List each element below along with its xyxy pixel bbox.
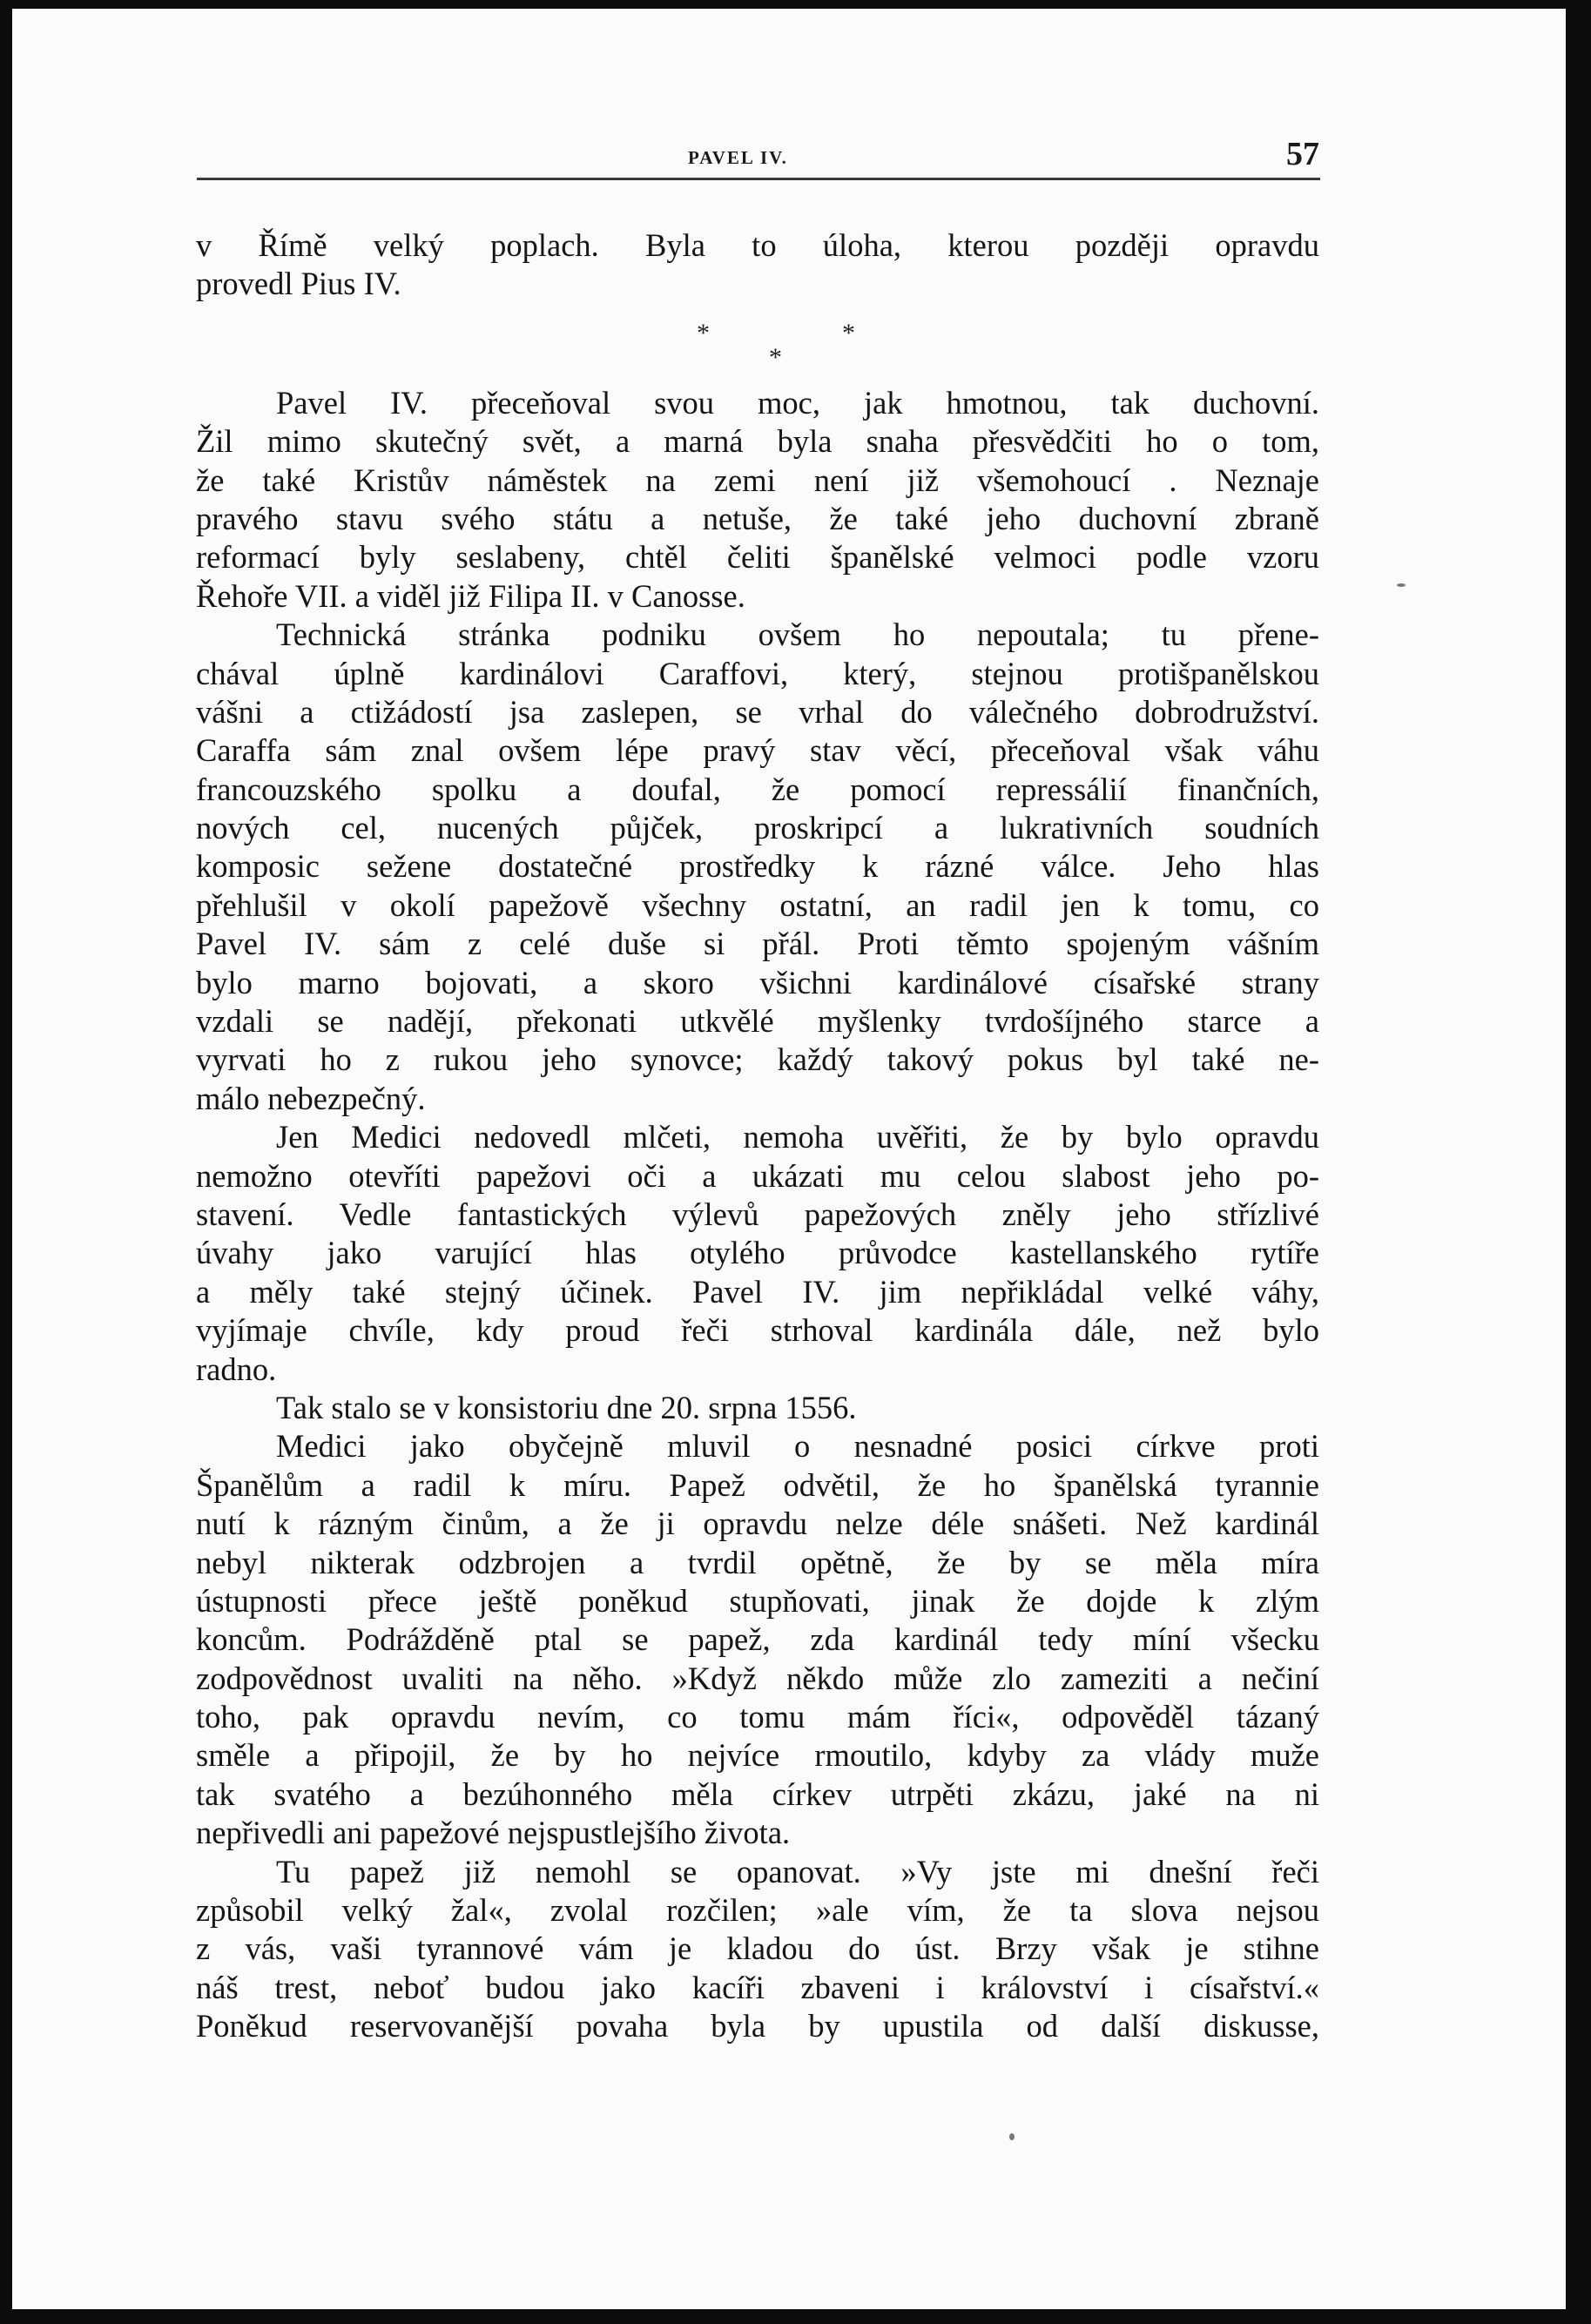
text-line: stavení. Vedle fantastických výlevů papežových zněly jeho střízlivé — [196, 1196, 1319, 1232]
paragraph — [196, 1118, 1319, 1389]
scan-speck — [1009, 2133, 1015, 2140]
text-line: vyrvati ho z rukou jeho synovce; každý takový pokus byl také ne- — [196, 1041, 1319, 1078]
text-line: komposic sežene dostatečné prostředky k rázné válce. Jeho hlas — [196, 848, 1319, 885]
text-line: v Římě velký poplach. Byla to úloha, kterou později opravdu — [196, 227, 1319, 263]
text-line: toho, pak opravdu nevím, co tomu mám říci«, odpověděl tázaný — [196, 1699, 1319, 1735]
opening-fragment — [196, 226, 1319, 304]
text-line: nutí k rázným činům, a že ji opravdu nelze déle snášeti. Než kardinál — [196, 1506, 1319, 1542]
text-line: Tak stalo se v konsistoriu dne 20. srpna 1556. — [276, 1389, 857, 1425]
text-line: provedl Pius IV. — [196, 266, 401, 302]
text-line: nebyl nikterak odzbrojen a tvrdil opětně, že by se měla míra — [196, 1544, 1319, 1580]
text-line: úvahy jako varující hlas otylého průvodce kastellanského rytíře — [196, 1235, 1319, 1271]
scan-speck — [1397, 583, 1406, 587]
paragraph — [196, 1389, 1319, 1427]
text-line: koncům. Podrážděně ptal se papež, zda kardinál tedy míní všecku — [196, 1621, 1319, 1658]
text-line: Tu papež již nemohl se opanovat. »Vy jste mi dnešní řeči — [276, 1853, 1319, 1890]
text-line: směle a připojil, že by ho nejvíce rmoutilo, kdyby za vlády muže — [196, 1737, 1319, 1774]
running-title: PAVEL IV. — [688, 147, 788, 168]
asterisk-icon: * — [697, 318, 710, 347]
text-line: nepřivedli ani papežové nejspustlejšího života. — [196, 1815, 791, 1851]
header-rule — [197, 178, 1320, 180]
text-line: reformací byly seslabeny, chtěl čeliti španělské velmoci podle vzoru — [196, 539, 1319, 576]
text-line: Technická stránka podniku ovšem ho nepoutala; tu přene- — [276, 616, 1319, 653]
text-line: Poněkud reservovanější povaha byla by upustila od další diskusse, — [196, 2008, 1319, 2044]
text-line: Pavel IV. přeceňoval svou moc, jak hmotnou, tak duchovní. — [276, 384, 1319, 421]
text-line: přehlušil v okolí papežově všechny ostatní, an radil jen k tomu, co — [196, 886, 1319, 923]
text-line: tak svatého a bezúhonného měla církev utrpěti zkázu, jaké na ni — [196, 1775, 1319, 1812]
text-line: bylo marno bojovati, a skoro všichni kardinálové císařské strany — [196, 964, 1319, 1000]
text-line: nových cel, nucených půjček, proskripcí a lukrativních soudních — [196, 810, 1319, 846]
text-line: a měly také stejný účinek. Pavel IV. jim nepřikládal velké váhy, — [196, 1273, 1319, 1310]
section-asterism — [196, 304, 1319, 384]
text-body — [196, 226, 1319, 2046]
text-line: ústupnosti přece ještě poněkud stupňovati, jinak že dojde k zlým — [196, 1582, 1319, 1619]
text-line: z vás, vaši tyrannové vám je kladou do úst. Brzy však je stihne — [196, 1930, 1319, 1967]
paragraph — [196, 1427, 1319, 1852]
text-line: zodpovědnost uvaliti na něho. »Když někdo může zlo zameziti a nečiní — [196, 1660, 1319, 1696]
text-line: chával úplně kardinálovi Caraffovi, který, stejnou protišpanělskou — [196, 655, 1319, 691]
text-line: vzdali se nadějí, překonati utkvělé myšlenky tvrdošíjného starce a — [196, 1003, 1319, 1040]
text-line: Caraffa sám znal ovšem lépe pravý stav věcí, přeceňoval však váhu — [196, 732, 1319, 769]
text-line: náš trest, neboť budou jako kacíři zbaveni i království i císařství.« — [196, 1969, 1319, 2005]
text-line: radno. — [196, 1351, 277, 1387]
text-line: vášni a ctižádostí jsa zaslepen, se vrhal do válečného dobrodružství. — [196, 693, 1319, 730]
paragraph — [196, 1853, 1319, 2046]
text-line: Jen Medici nedovedl mlčeti, nemoha uvěřiti, že by bylo opravdu — [276, 1119, 1319, 1155]
text-line: nemožno otevříti papežovi oči a ukázati mu celou slabost jeho po- — [196, 1157, 1319, 1194]
text-line: vyjímaje chvíle, kdy proud řeči strhoval kardinála dále, než bylo — [196, 1312, 1319, 1349]
text-line: že také Kristův náměstek na zemi není již všemohoucí . Neznaje — [196, 461, 1319, 498]
text-line: Pavel IV. sám z celé duše si přál. Proti těmto spojeným vášním — [196, 926, 1319, 962]
text-line: málo nebezpečný. — [196, 1080, 426, 1116]
running-header — [196, 135, 1319, 180]
asterisk-icon: * — [842, 318, 855, 347]
text-line: Medici jako obyčejně mluvil o nesnadné posici církve proti — [276, 1428, 1319, 1465]
text-line: Žil mimo skutečný svět, a marná byla snaha přesvědčiti ho o tom, — [196, 423, 1319, 460]
paragraph — [196, 384, 1319, 616]
page-number: 57 — [1286, 136, 1319, 172]
text-line: pravého stavu svého státu a netuše, že také jeho duchovní zbraně — [196, 500, 1319, 536]
text-line: Řehoře VII. a viděl již Filipa II. v Canosse. — [196, 577, 745, 614]
text-line: francouzského spolku a doufal, že pomocí repressálií finančních, — [196, 771, 1319, 807]
text-line: způsobil velký žal«, zvolal rozčilen; »ale vím, že ta slova nejsou — [196, 1892, 1319, 1929]
asterisk-icon: * — [769, 342, 782, 372]
paragraph — [196, 616, 1319, 1118]
text-line: Španělům a radil k míru. Papež odvětil, že ho španělská tyrannie — [196, 1466, 1319, 1503]
